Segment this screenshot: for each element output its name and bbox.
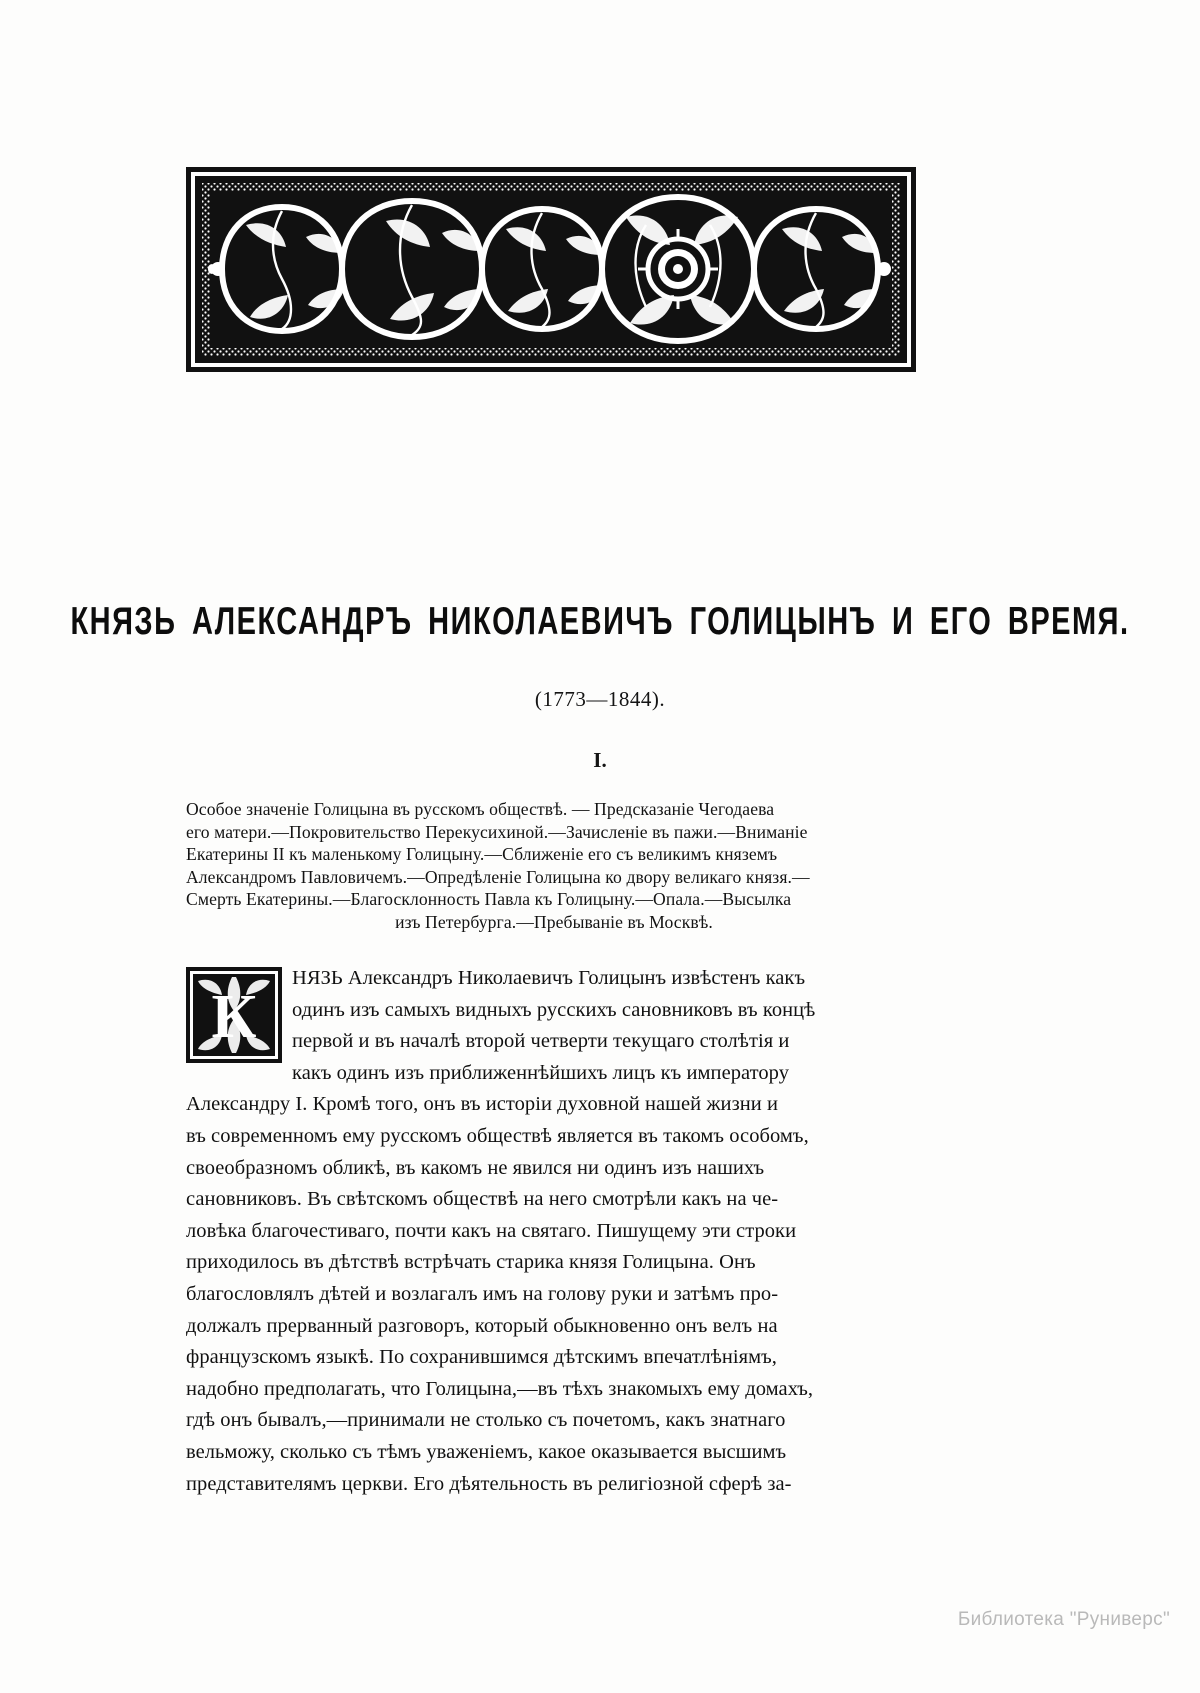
drop-cap-initial [186,967,282,1063]
body-line: благословлялъ дѣтей и возлагалъ имъ на голову руки и затѣмъ про- [186,1282,779,1305]
body-line: гдѣ онъ бывалъ,—принимали не столько съ почетомъ, какъ знатнаго [186,1409,786,1432]
argument-line: Александромъ Павловичемъ.—Опредѣленіе Голицына ко двору великаго князя.— [186,866,810,887]
floral-ornament-icon [186,167,916,372]
body-line: первой и въ началѣ второй четверти текущаго столѣтія и [292,1030,790,1053]
body-line: представителямъ церкви. Его дѣятельность въ религіозной сферѣ за- [186,1472,792,1495]
life-years: (1773—1844). [534,687,666,711]
drop-cap-letter: К [211,983,257,1051]
body-paragraph [186,963,926,1500]
body-line: ловѣка благочестиваго, почти какъ на святаго. Пишущему эти строки [186,1219,797,1242]
body-line: одинъ изъ самыхъ видныхъ русскихъ сановниковъ въ концѣ [292,998,816,1021]
ornament-headpiece [186,167,916,372]
page-title: КНЯЗЬ АЛЕКСАНДРЪ НИКОЛАЕВИЧЪ ГОЛИЦЫНЪ И ЕГО ВРЕМЯ. [70,600,1130,644]
argument-line: Екатерины II къ маленькому Голицыну.—Сближеніе его съ великимъ княземъ [186,844,778,865]
body-line: НЯЗЬ Александръ Николаевичъ Голицынъ извѣстенъ какъ [292,967,806,989]
argument-line: его матери.—Покровительство Перекусихиной.—Зачисленіе въ пажи.—Вниманіе [186,821,808,842]
body-line: своеобразномъ обликѣ, въ какомъ не явился ни одинъ изъ нашихъ [186,1156,765,1179]
body-line: въ современномъ ему русскомъ обществѣ является въ такомъ особомъ, [186,1124,809,1147]
body-line: должалъ прерванный разговоръ, который обыкновенно онъ велъ на [186,1314,778,1337]
library-watermark: Библиотека "Руниверс" [957,1609,1170,1630]
argument-line: Особое значеніе Голицына въ русскомъ обществѣ. — Предсказаніе Чегодаева [186,799,775,819]
body-line: приходилось въ дѣтствѣ встрѣчать старика князя Голицына. Онъ [186,1251,756,1274]
chapter-argument [186,798,922,934]
body-line: вельможу, сколько съ тѣмъ уваженіемъ, какое оказывается высшимъ [186,1440,787,1463]
body-line: сановниковъ. Въ свѣтскомъ обществѣ на него смотрѣли какъ на че- [186,1188,779,1211]
body-text [186,963,926,1500]
body-line: Александру I. Кромѣ того, онъ въ исторіи духовной нашей жизни и [186,1093,778,1116]
body-line: какъ одинъ изъ приближеннѣйшихъ лицъ къ императору [292,1061,790,1084]
argument-line: изъ Петербурга.—Пребываніе въ Москвѣ. [395,911,713,932]
body-line: французскомъ языкѣ. По сохранившимся дѣтскимъ впечатлѣніямъ, [186,1346,777,1369]
section-number: I. [593,748,607,772]
argument-line: Смерть Екатерины.—Благосклонность Павла къ Голицыну.—Опала.—Высылка [186,889,792,910]
ornamental-initial-icon [186,967,282,1063]
body-line: надобно предполагать, что Голицына,—въ тѣхъ знакомыхъ ему домахъ, [186,1377,814,1400]
